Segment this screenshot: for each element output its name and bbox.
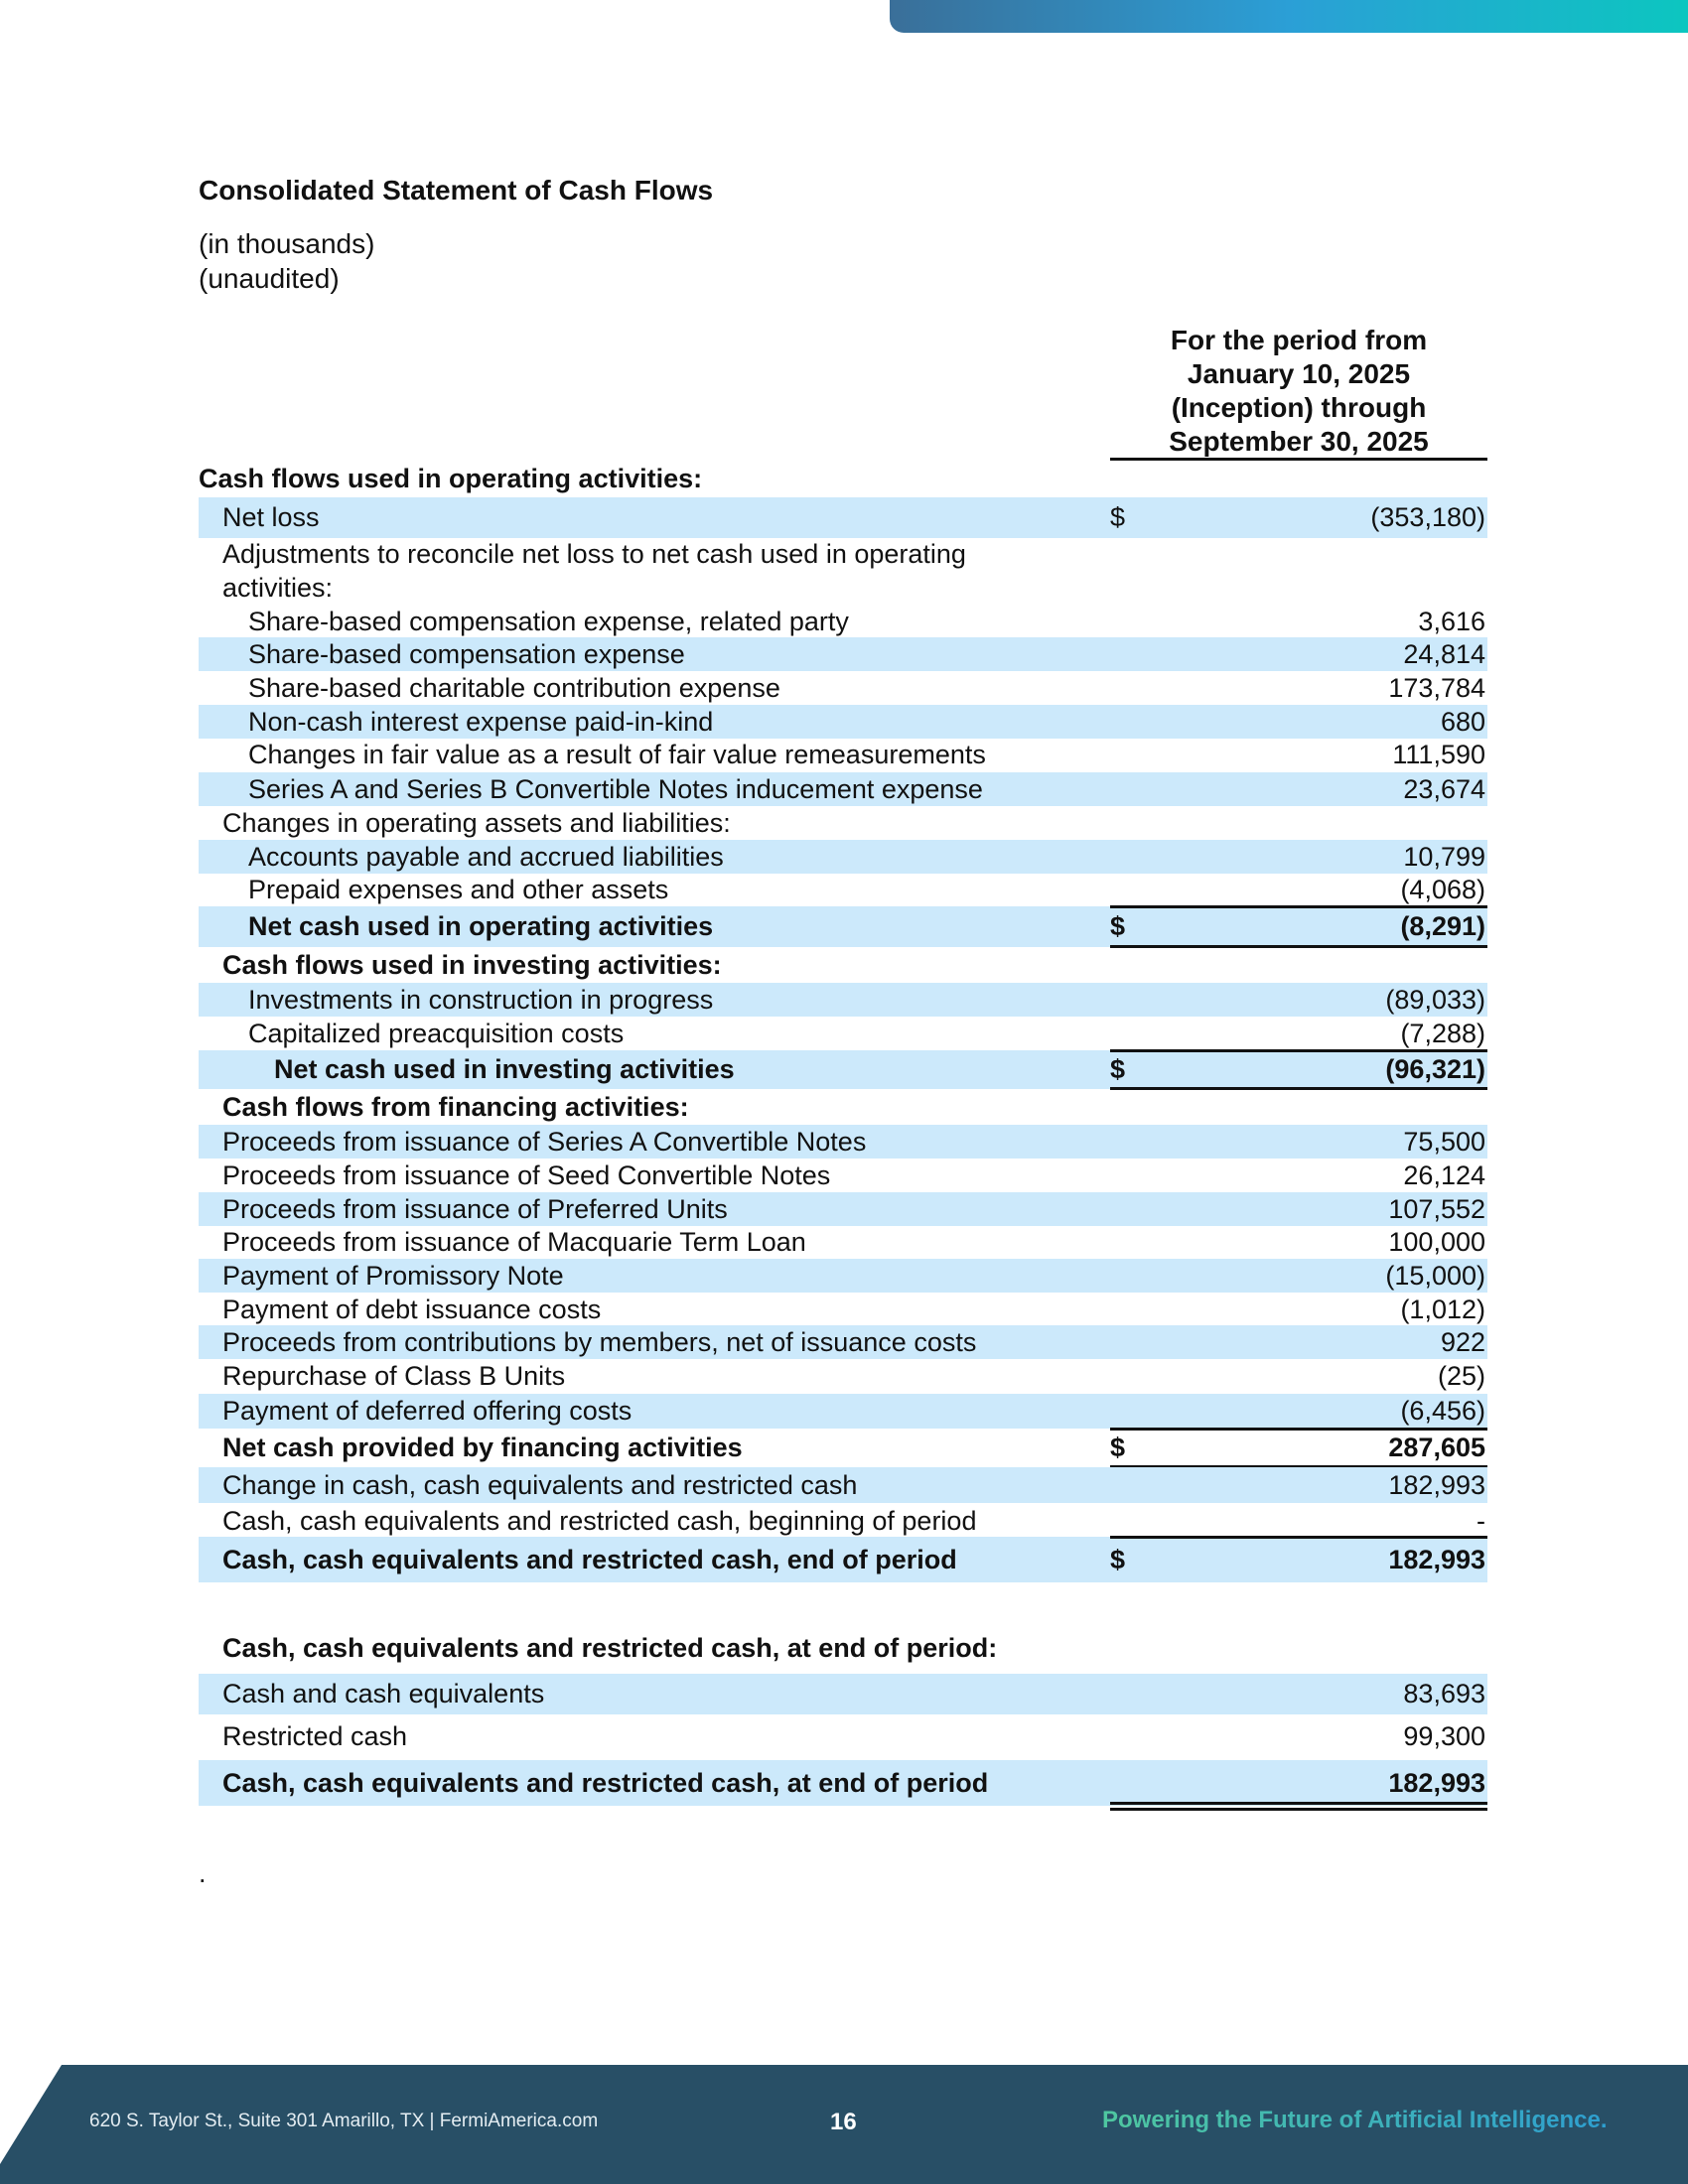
row-label: Cash flows used in operating activities:	[199, 463, 703, 493]
row-label: Investments in construction in progress	[248, 984, 714, 1015]
row-label: Repurchase of Class B Units	[222, 1361, 566, 1391]
table-row	[199, 705, 1487, 739]
page-title: Consolidated Statement of Cash Flows	[199, 175, 714, 205]
double-rule-top	[1110, 1802, 1487, 1805]
header-accent-bar	[890, 0, 1688, 33]
table-row	[199, 605, 1487, 638]
row-value: 182,993	[1388, 1767, 1485, 1798]
table-row	[199, 497, 1487, 538]
row-value: (4,068)	[1400, 874, 1485, 904]
table-row	[199, 537, 1487, 571]
row-label: Changes in fair value as a result of fair value remeasurements	[248, 740, 986, 769]
table-row	[199, 840, 1487, 874]
table-row	[199, 947, 1487, 983]
row-value: (89,033)	[1385, 984, 1485, 1015]
row-value: 24,814	[1403, 638, 1485, 669]
table-row	[199, 1225, 1487, 1259]
page-number: 16	[830, 2109, 857, 2135]
row-value: 182,993	[1388, 1544, 1485, 1574]
table-row	[199, 1674, 1487, 1714]
dollar-sign: $	[1110, 1054, 1126, 1084]
table-row	[199, 1325, 1487, 1359]
row-value: 99,300	[1403, 1721, 1485, 1751]
row-value: (96,321)	[1385, 1054, 1485, 1084]
table-row	[199, 1504, 1487, 1538]
row-value: 3,616	[1418, 606, 1485, 636]
table-row	[199, 1089, 1487, 1125]
row-value: (6,456)	[1400, 1396, 1485, 1426]
row-label: Cash, cash equivalents and restricted cash, at end of period:	[222, 1633, 998, 1663]
row-label: Payment of debt issuance costs	[222, 1294, 602, 1324]
row-label: Proceeds from contributions by members, net of issuance costs	[222, 1326, 977, 1357]
row-label: Cash and cash equivalents	[222, 1679, 545, 1708]
column-header-line: (Inception) through	[1171, 392, 1427, 423]
units-note: (in thousands)	[199, 228, 375, 259]
row-label: Share-based compensation expense, related party	[248, 606, 849, 636]
audit-note: (unaudited)	[199, 263, 340, 294]
row-value: (353,180)	[1370, 502, 1485, 532]
column-header-line: For the period from	[1170, 325, 1428, 355]
row-label: Share-based compensation expense	[248, 638, 685, 669]
row-label: Prepaid expenses and other assets	[248, 874, 669, 904]
row-label: Net cash used in operating activities	[248, 911, 714, 941]
total-rule-above	[1110, 1428, 1487, 1431]
row-label: Restricted cash	[222, 1721, 408, 1751]
row-value: (25)	[1437, 1361, 1485, 1391]
trailing-mark: .	[199, 1858, 207, 1888]
row-value: 680	[1440, 706, 1485, 737]
row-label: Capitalized preacquisition costs	[248, 1018, 625, 1048]
table-row	[199, 1017, 1487, 1050]
row-label: Accounts payable and accrued liabilities	[248, 841, 724, 872]
table-row	[199, 1293, 1487, 1326]
row-label: Change in cash, cash equivalents and restricted cash	[222, 1469, 858, 1500]
row-label: activities:	[222, 572, 334, 603]
total-rule-above	[1110, 1536, 1487, 1539]
table-row	[199, 772, 1487, 806]
table-row	[199, 1537, 1487, 1582]
row-label: Net loss	[222, 502, 320, 532]
table-row	[199, 873, 1487, 906]
row-label: Non-cash interest expense paid-in-kind	[248, 706, 714, 737]
row-label: Proceeds from issuance of Seed Convertible Notes	[222, 1160, 831, 1190]
total-rule-above	[1110, 1049, 1487, 1052]
row-value: (8,291)	[1400, 911, 1485, 941]
row-label: Proceeds from issuance of Macquarie Term Loan	[222, 1226, 806, 1257]
table-row	[199, 1359, 1487, 1394]
table-row	[199, 1159, 1487, 1192]
column-header	[1110, 324, 1487, 459]
table-row	[199, 1125, 1487, 1159]
row-value: 100,000	[1388, 1226, 1485, 1257]
row-label: Cash, cash equivalents and restricted cash, beginning of period	[222, 1505, 977, 1536]
row-label: Share-based charitable contribution expense	[248, 672, 780, 703]
row-value: 107,552	[1388, 1193, 1485, 1224]
double-rule-bottom	[1110, 1808, 1487, 1811]
table-row	[199, 1467, 1487, 1503]
row-value: 10,799	[1403, 841, 1485, 872]
row-value: (1,012)	[1400, 1294, 1485, 1324]
table-row	[199, 1394, 1487, 1429]
row-value: 922	[1440, 1326, 1485, 1357]
row-label: Payment of deferred offering costs	[222, 1396, 633, 1426]
table-row	[199, 1050, 1487, 1089]
row-label: Cash, cash equivalents and restricted cash, end of period	[222, 1544, 957, 1574]
table-row	[199, 806, 1487, 840]
row-value: 287,605	[1388, 1433, 1485, 1462]
table-row	[199, 1629, 1487, 1668]
column-header-line: January 10, 2025	[1187, 358, 1411, 389]
dollar-sign: $	[1110, 1433, 1126, 1462]
table-row	[199, 738, 1487, 772]
dollar-sign: $	[1110, 1544, 1126, 1574]
table-row	[199, 637, 1487, 671]
row-label: Net cash provided by financing activities	[222, 1433, 743, 1462]
table-row	[199, 571, 1487, 605]
row-value: (15,000)	[1385, 1260, 1485, 1291]
row-value: -	[1477, 1505, 1485, 1536]
row-label: Changes in operating assets and liabilities:	[222, 807, 731, 838]
row-label: Net cash used in investing activities	[274, 1054, 735, 1084]
row-value: 75,500	[1403, 1126, 1485, 1157]
table-row	[199, 906, 1487, 947]
footer-tagline: Powering the Future of Artificial Intelligence.	[1102, 2107, 1608, 2133]
dollar-sign: $	[1110, 502, 1126, 532]
table-row	[199, 1429, 1487, 1467]
column-header-line: September 30, 2025	[1169, 426, 1429, 457]
row-label: Cash, cash equivalents and restricted cash, at end of period	[222, 1767, 989, 1798]
table-row	[199, 1192, 1487, 1226]
row-value: 23,674	[1403, 773, 1485, 804]
table-row	[199, 1259, 1487, 1293]
row-label: Payment of Promissory Note	[222, 1260, 564, 1291]
row-value: 182,993	[1388, 1469, 1485, 1500]
table-row	[199, 671, 1487, 705]
row-value: 111,590	[1392, 740, 1485, 769]
table-row	[199, 461, 1487, 496]
row-label: Cash flows used in investing activities:	[222, 949, 722, 980]
row-label: Proceeds from issuance of Preferred Units	[222, 1193, 728, 1224]
row-value: 83,693	[1403, 1679, 1485, 1708]
footer-address: 620 S. Taylor St., Suite 301 Amarillo, TX | FermiAmerica.com	[89, 2111, 599, 2131]
table-row	[199, 1760, 1487, 1806]
row-value: 26,124	[1403, 1160, 1485, 1190]
row-label: Series A and Series B Convertible Notes inducement expense	[248, 773, 983, 804]
total-rule-above	[1110, 905, 1487, 908]
row-label: Adjustments to reconcile net loss to net cash used in operating	[222, 538, 966, 569]
table-row	[199, 983, 1487, 1017]
row-label: Cash flows from financing activities:	[222, 1091, 689, 1122]
dollar-sign: $	[1110, 911, 1126, 941]
table-row	[199, 1716, 1487, 1757]
row-value: (7,288)	[1400, 1018, 1485, 1048]
row-label: Proceeds from issuance of Series A Convertible Notes	[222, 1126, 867, 1157]
row-value: 173,784	[1388, 672, 1485, 703]
